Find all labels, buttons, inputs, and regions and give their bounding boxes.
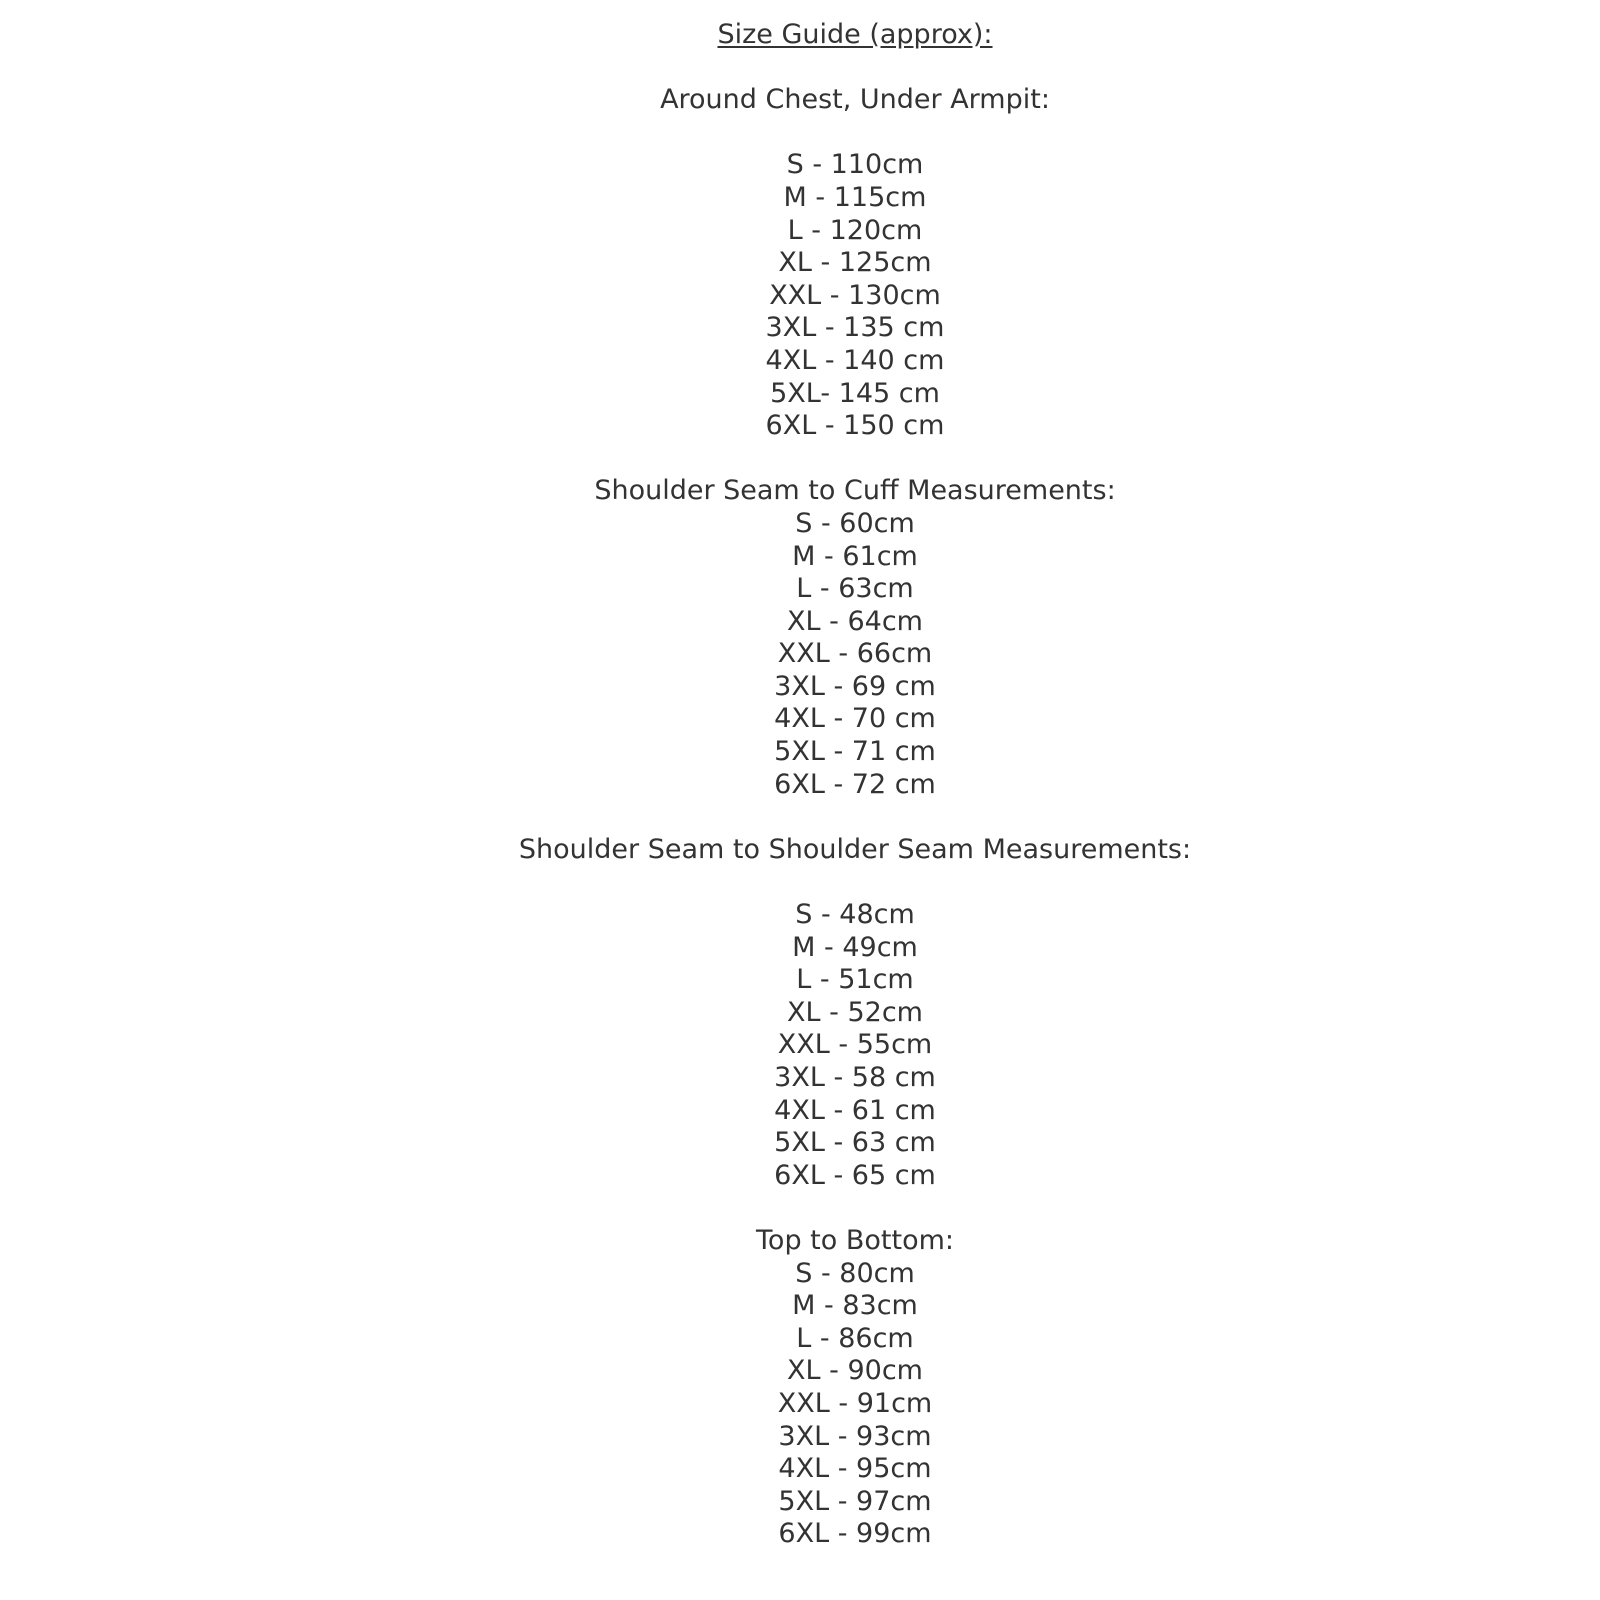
size-row: M - 49cm <box>792 931 918 963</box>
size-row: 4XL - 70 cm <box>774 703 936 735</box>
section-length <box>110 1225 1600 1551</box>
size-row: 3XL - 58 cm <box>774 1062 936 1093</box>
section-shoulder <box>110 834 1600 1193</box>
section-chest <box>110 84 1600 443</box>
size-row: 4XL - 61 cm <box>774 1094 936 1126</box>
size-row: XL - 125cm <box>778 247 932 279</box>
section-heading-cuff: Shoulder Seam to Cuff Measurements: <box>594 475 1116 507</box>
section-cuff <box>110 475 1600 801</box>
size-row: 5XL - 97cm <box>778 1485 932 1517</box>
size-row: 6XL - 99cm <box>778 1518 932 1550</box>
size-row: M - 115cm <box>783 181 927 213</box>
size-row: 4XL - 140 cm <box>765 344 945 376</box>
size-row: M - 61cm <box>792 540 918 572</box>
page-title: Size Guide (approx): <box>717 19 993 50</box>
size-row: XXL - 66cm <box>777 638 933 670</box>
size-row: 5XL - 63 cm <box>774 1127 936 1159</box>
section-heading-length: Top to Bottom: <box>756 1224 954 1256</box>
size-row: 3XL - 135 cm <box>765 312 945 344</box>
size-row: M - 83cm <box>792 1290 918 1322</box>
size-row: 6XL - 150 cm <box>765 410 945 442</box>
size-row: L - 86cm <box>796 1322 914 1354</box>
size-row: XXL - 55cm <box>777 1029 933 1061</box>
size-row: S - 48cm <box>795 899 915 931</box>
size-row: XL - 52cm <box>787 996 923 1028</box>
size-row: 5XL - 71 cm <box>774 736 936 768</box>
size-row: S - 60cm <box>795 507 915 539</box>
size-row: XXL - 130cm <box>769 279 941 311</box>
size-row: XL - 90cm <box>787 1355 923 1387</box>
size-row: 4XL - 95cm <box>778 1453 932 1485</box>
section-heading-shoulder: Shoulder Seam to Shoulder Seam Measurements: <box>518 833 1192 865</box>
size-row: L - 51cm <box>796 964 914 996</box>
size-row: 3XL - 69 cm <box>774 670 936 702</box>
size-row: 5XL- 145 cm <box>770 377 940 409</box>
size-row: L - 120cm <box>787 214 923 246</box>
size-row: 6XL - 72 cm <box>774 768 936 800</box>
size-row: L - 63cm <box>796 573 914 605</box>
size-row: S - 110cm <box>786 149 924 181</box>
size-row: 6XL - 65 cm <box>774 1159 936 1191</box>
size-row: XXL - 91cm <box>777 1387 933 1419</box>
section-heading-chest: Around Chest, Under Armpit: <box>660 84 1050 116</box>
size-row: S - 80cm <box>795 1257 915 1289</box>
size-row: 3XL - 93cm <box>778 1420 932 1452</box>
size-row: XL - 64cm <box>787 605 923 637</box>
